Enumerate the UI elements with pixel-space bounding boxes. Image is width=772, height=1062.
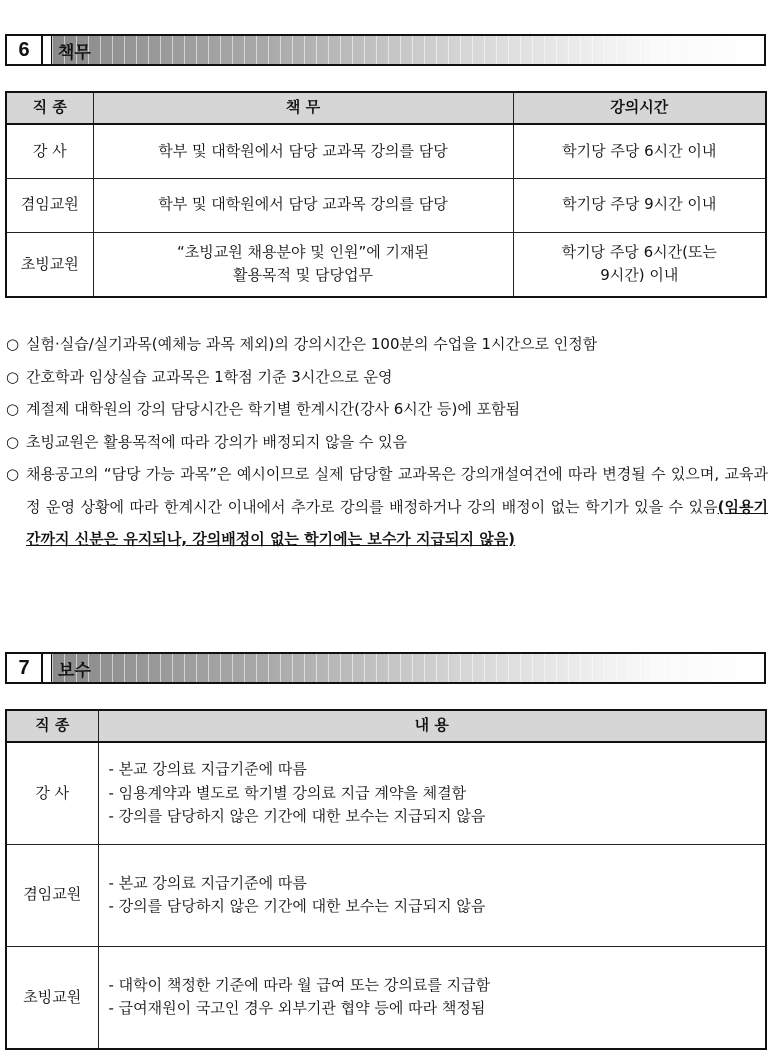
job-type-cell: 겸임교원: [6, 844, 98, 946]
note-text: 초빙교원은 활용목적에 따라 강의가 배정되지 않을 수 있음: [26, 432, 408, 451]
notes-list: [6, 328, 768, 556]
bullet-marker: ○: [6, 367, 20, 386]
note-text: 간호학과 임상실습 교과목은 1학점 기준 3시간으로 운영: [26, 367, 393, 386]
note-item: [6, 393, 768, 426]
column-header: 직 종: [6, 710, 98, 742]
content-line: - 본교 강의료 지급기준에 따름: [108, 873, 307, 892]
salary-table: [5, 709, 767, 1050]
note-text: 계절제 대학원의 강의 담당시간은 학기별 한계시간(강사 6시간 등)에 포함됨: [26, 400, 521, 418]
table-row: [6, 742, 766, 844]
duty-line: “초빙교원 채용분야 및 인원”에 기재된: [177, 243, 429, 261]
note-item: [6, 361, 768, 394]
column-header: 내 용: [98, 710, 766, 742]
bullet-marker: ○: [6, 465, 20, 483]
content-cell: [98, 742, 766, 844]
hours-cell: 학기당 주당 6시간 이내: [513, 124, 766, 178]
content-line: - 본교 강의료 지급기준에 따름: [108, 760, 307, 779]
section-title: 책무: [51, 36, 764, 64]
duties-table: [5, 91, 767, 298]
table-row: [6, 946, 766, 1049]
table-header-row: [6, 710, 766, 742]
content-cell: [98, 844, 766, 946]
bullet-marker: ○: [6, 432, 20, 451]
bullet-marker: ○: [6, 335, 20, 353]
content-cell: [98, 946, 766, 1049]
table-row: [6, 124, 766, 178]
job-type-cell: 강 사: [6, 742, 98, 844]
duty-cell: 학부 및 대학원에서 담당 교과목 강의를 담당: [93, 178, 513, 232]
bullet-marker: ○: [6, 400, 20, 418]
section-number: 7: [7, 654, 43, 682]
content-line: - 강의를 담당하지 않은 기간에 대한 보수는 지급되지 않음: [108, 897, 486, 915]
content-line: - 대학이 책정한 기준에 따라 월 급여 또는 강의료를 지급함: [108, 976, 491, 994]
hours-line: 9시간) 이내: [600, 266, 679, 285]
note-item: [6, 328, 768, 361]
note-item: [6, 458, 768, 556]
section-number: 6: [7, 36, 43, 64]
duty-line: 활용목적 및 담당업무: [233, 266, 373, 285]
column-header: 강의시간: [513, 92, 766, 124]
job-type-cell: 강 사: [6, 124, 93, 178]
table-row: [6, 232, 766, 297]
section-7-header: [5, 652, 766, 684]
note-text: 채용공고의 “담당 가능 과목”은 예시이므로 실제 담당할 교과목은 강의개설여건에 따라 변경될 수 있으며, 교육과정 운영 상황에 따라 한계시간 이내에서 추가로 강의를 배정하거나 강의 배정이 없는 학기가 있을 수 있음: [26, 465, 768, 516]
duty-cell: [93, 232, 513, 297]
content-line: - 강의를 담당하지 않은 기간에 대한 보수는 지급되지 않음: [108, 806, 486, 825]
section-title: 보수: [51, 654, 764, 682]
note-item: [6, 426, 768, 459]
hours-cell: [513, 232, 766, 297]
hours-cell: 학기당 주당 9시간 이내: [513, 178, 766, 232]
job-type-cell: 초빙교원: [6, 946, 98, 1049]
content-line: - 임용계약과 별도로 학기별 강의료 지급 계약을 체결함: [108, 783, 467, 802]
section-6-header: [5, 34, 766, 66]
duty-cell: 학부 및 대학원에서 담당 교과목 강의를 담당: [93, 124, 513, 178]
table-row: [6, 178, 766, 232]
note-emphasis: (임용기간까지 신분은 유지되나, 강의배정이 없는 학기에는 보수가 지급되지 않음): [26, 497, 768, 548]
table-header-row: [6, 92, 766, 124]
job-type-cell: 겸임교원: [6, 178, 93, 232]
hours-line: 학기당 주당 6시간(또는: [561, 243, 717, 261]
column-header: 책 무: [93, 92, 513, 124]
note-text: 실험·실습/실기과목(예체능 과목 제외)의 강의시간은 100분의 수업을 1시간으로 인정함: [26, 335, 598, 353]
content-line: - 급여재원이 국고인 경우 외부기관 협약 등에 따라 책정됨: [108, 999, 486, 1018]
table-row: [6, 844, 766, 946]
column-header: 직 종: [6, 92, 93, 124]
job-type-cell: 초빙교원: [6, 232, 93, 297]
